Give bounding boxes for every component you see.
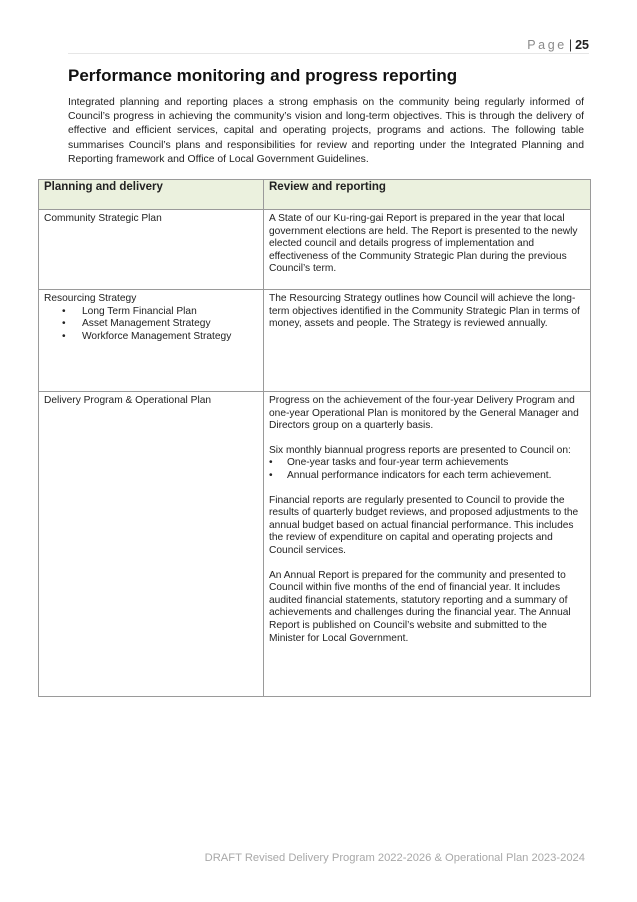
page-separator: | bbox=[568, 38, 573, 52]
column-header-review: Review and reporting bbox=[264, 180, 591, 210]
review-paragraph: Six monthly biannual progress reports are presented to Council on: bbox=[269, 444, 571, 456]
plan-name: Resourcing Strategy bbox=[44, 293, 137, 304]
review-text: The Resourcing Strategy outlines how Council will achieve the long-term objectives identified in the Community Strategic Plan in terms of money, assets and people. The Strategy is reviewed annually. bbox=[269, 293, 580, 330]
plan-list bbox=[44, 306, 258, 344]
table-row bbox=[39, 290, 591, 392]
review-paragraph: An Annual Report is prepared for the community and presented to Council within five months of the end of financial year. It includes audited financial statements, statutory reporting and a summary of achievements and challenges during the financial year. The Annual Report is published on Council’s website and submitted to the Minister for Local Government. bbox=[269, 569, 571, 644]
list-item: • One-year tasks and four-year term achievements bbox=[287, 457, 585, 470]
table-row bbox=[39, 392, 591, 697]
plan-cell bbox=[39, 392, 264, 697]
header-rule bbox=[68, 53, 589, 54]
table-row bbox=[39, 210, 591, 290]
review-text: A State of our Ku-ring-gai Report is prepared in the year that local government elections are held. The Report is presented to the newly elected council and details progress of implementation and effectiveness of the Community Strategic Plan during the previous Council’s term. bbox=[269, 213, 578, 275]
review-paragraph: Financial reports are regularly presented to Council to provide the results of quarterly budget reviews, and proposed adjustments to the annual budget based on actual financial performance. This includes the review of expenditure on capital and operating projects and Council services. bbox=[269, 494, 579, 556]
review-cell bbox=[264, 392, 591, 697]
review-list bbox=[269, 457, 585, 482]
intro-paragraph: Integrated planning and reporting places a strong emphasis on the community being regularly informed of Council’s progress in achieving the community’s vision and long-term objectives. This is through the delivery of effective and efficient services, capital and operating projects, programs and actions. The following table summarises Council’s plans and responsibilities for review and reporting under the Integrated Planning and Reporting framework and Office of Local Government Guidelines. bbox=[68, 97, 584, 165]
plan-name: Community Strategic Plan bbox=[44, 213, 162, 224]
list-item: • Workforce Management Strategy bbox=[82, 331, 258, 344]
page-header bbox=[527, 38, 589, 52]
list-item: • Long Term Financial Plan bbox=[82, 306, 258, 319]
review-cell bbox=[264, 290, 591, 392]
plan-cell bbox=[39, 210, 264, 290]
page-footer: DRAFT Revised Delivery Program 2022-2026 & Operational Plan 2023-2024 bbox=[204, 852, 585, 864]
planning-reporting-table bbox=[38, 179, 591, 697]
review-paragraph: Progress on the achievement of the four-year Delivery Program and one-year Operational Plan is monitored by the General Manager and Directors group on a quarterly basis. bbox=[269, 395, 579, 432]
review-cell bbox=[264, 210, 591, 290]
page-label: Page bbox=[527, 38, 567, 52]
list-item: • Annual performance indicators for each term achievement. bbox=[287, 470, 585, 483]
plan-cell bbox=[39, 290, 264, 392]
page-number: 25 bbox=[575, 38, 589, 52]
table-header-row bbox=[39, 180, 591, 210]
page-title: Performance monitoring and progress reporting bbox=[68, 66, 458, 85]
plan-name: Delivery Program & Operational Plan bbox=[44, 395, 212, 406]
list-item: • Asset Management Strategy bbox=[82, 318, 258, 331]
column-header-planning: Planning and delivery bbox=[39, 180, 264, 210]
